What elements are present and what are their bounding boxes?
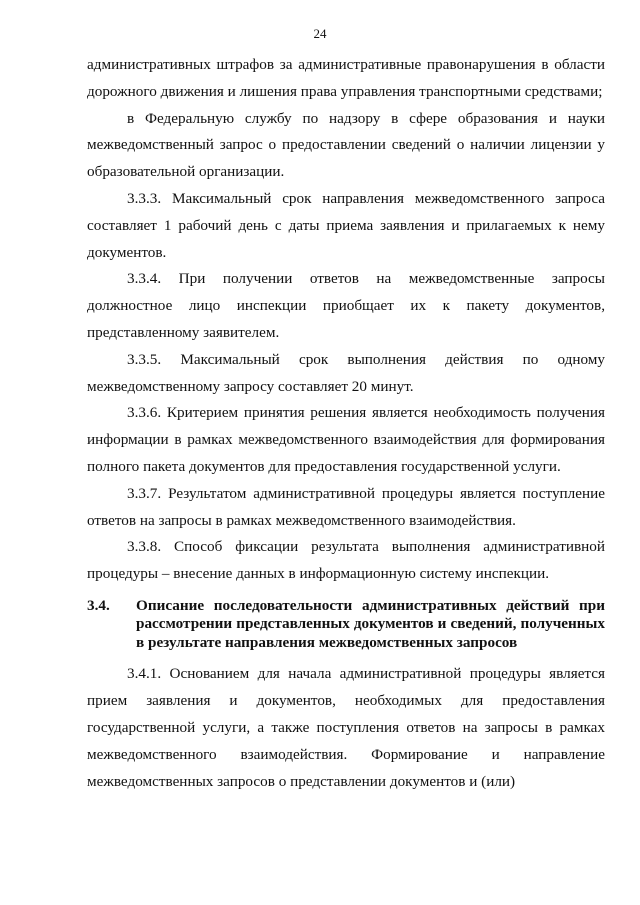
page-body <box>87 52 605 795</box>
section-heading <box>51 597 605 653</box>
paragraph-rosobrnadzor-request: в Федеральную службу по надзору в сфере образования и науки межведомственный запрос о предоставлении сведений о наличии лицензии у образовательной организации. <box>87 109 605 181</box>
section-title: Описание последовательности административных действий при рассмотрении представленных документов и сведений, полученных в результате направления межведомственных запросов <box>136 596 605 651</box>
paragraph-3-3-8: 3.3.8. Способ фиксации результата выполнения административной процедуры – внесение данных в информационную систему инспекции. <box>87 538 605 583</box>
paragraph-3-3-7: 3.3.7. Результатом административной процедуры является поступление ответов на запросы в рамках межведомственного взаимодействия. <box>87 484 605 529</box>
paragraph-3-3-4: 3.3.4. При получении ответов на межведомственные запросы должностное лицо инспекции приобщает их к пакету документов, представленному заявителем. <box>87 270 605 341</box>
paragraph-3-3-5: 3.3.5. Максимальный срок выполнения действия по одному межведомственному запросу составляет 20 минут. <box>87 350 605 395</box>
section-number: 3.4. <box>87 596 110 614</box>
paragraph-3-4-1: 3.4.1. Основанием для начала административной процедуры является прием заявления и документов, необходимых для предоставления государственной услуги, а также поступления ответов на запросы в рамках межведомственного взаимодействия. Формирование и направление межведомственных запросов о представлении документов и (или) <box>87 665 605 790</box>
page-number: 24 <box>313 26 327 41</box>
paragraph-continuation: административных штрафов за административные правонарушения в области дорожного движения и лишения права управления транспортными средствами; <box>87 56 605 100</box>
paragraph-3-3-3: 3.3.3. Максимальный срок направления межведомственного запроса составляет 1 рабочий день с даты приема заявления и прилагаемых к нему документов. <box>87 189 605 261</box>
section-heading-wrap <box>51 597 605 653</box>
paragraph-3-3-6: 3.3.6. Критерием принятия решения является необходимость получения информации в рамках межведомственного взаимодействия для формирования полного пакета документов для предоставления государственной услуги. <box>87 404 605 475</box>
